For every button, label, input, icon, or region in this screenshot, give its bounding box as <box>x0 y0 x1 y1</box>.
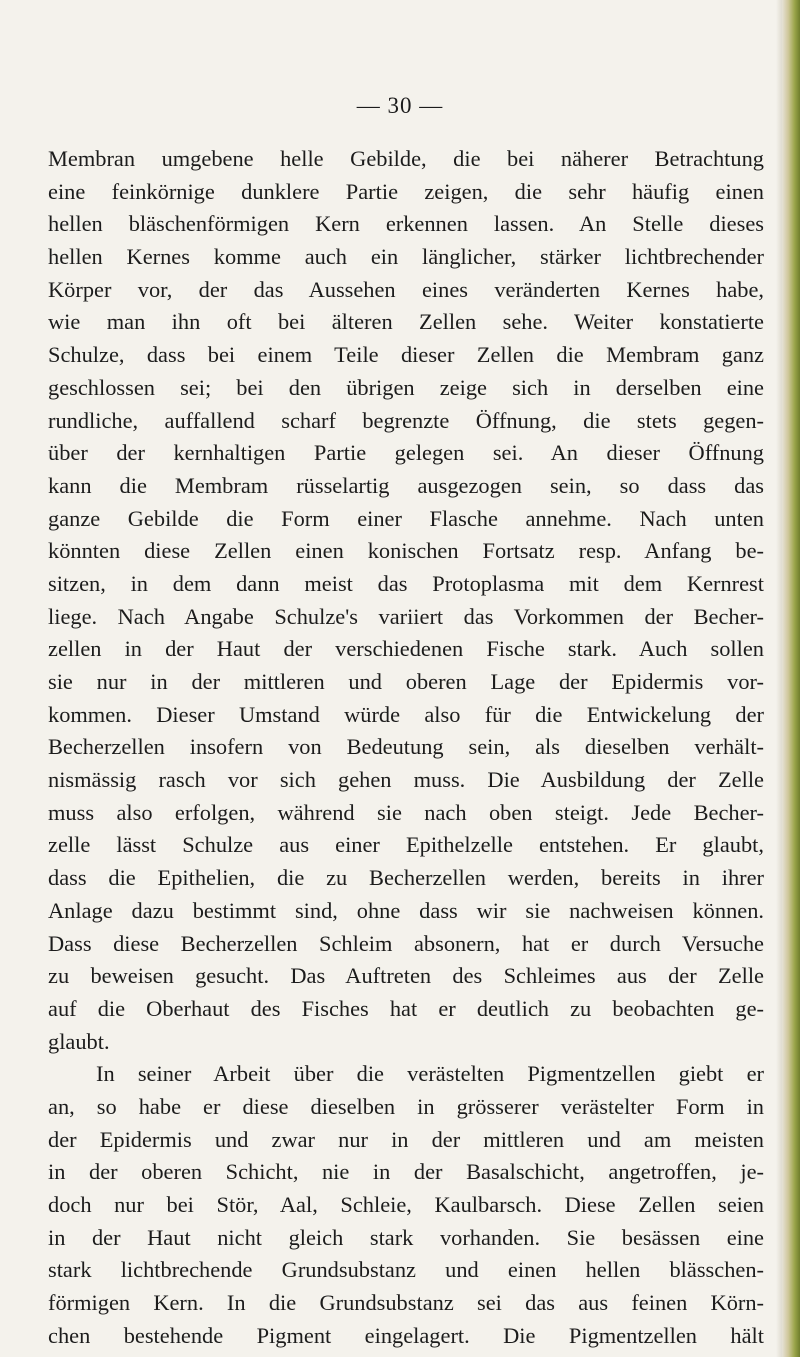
text-line: Anlage dazu bestimmt sind, ohne dass wir sie nachweisen können. <box>48 897 764 923</box>
text-line: hellen bläschenförmigen Kern erkennen lassen. An Stelle dieses <box>48 211 764 237</box>
text-line: sie nur in der mittleren und oberen Lage der Epidermis vor- <box>48 669 764 694</box>
text-line: dass die Epithelien, die zu Becherzellen werden, bereits in ihrer <box>48 865 764 891</box>
text-line: stark lichtbrechende Grundsubstanz und einen hellen blässchen- <box>48 1257 764 1283</box>
book-page-edge <box>782 0 800 1357</box>
text-line: Membran umgebene helle Gebilde, die bei näherer Betrachtung <box>48 146 764 171</box>
text-line: zu beweisen gesucht. Das Auftreten des Schleimes aus der Zelle <box>48 963 764 989</box>
text-line: an, so habe er diese dieselben in grösserer verästelter Form in <box>48 1093 764 1119</box>
text-line: rundliche, auffallend scharf begrenzte Öffnung, die stets gegen- <box>48 407 764 433</box>
body-text <box>48 143 764 1352</box>
text-line: Schulze, dass bei einem Teile dieser Zellen die Membram ganz <box>48 342 764 368</box>
text-line: in der oberen Schicht, nie in der Basalschicht, angetroffen, je- <box>48 1159 764 1185</box>
text-line: chen bestehende Pigment eingelagert. Die Pigmentzellen hält <box>48 1322 764 1348</box>
text-line: Dass diese Becherzellen Schleim absonern, hat er durch Versuche <box>48 930 764 956</box>
text-line: zellen in der Haut der verschiedenen Fische stark. Auch sollen <box>48 636 764 662</box>
text-line: kommen. Dieser Umstand würde also für die Entwickelung der <box>48 701 764 727</box>
text-line: nismässig rasch vor sich gehen muss. Die Ausbildung der Zelle <box>48 767 764 793</box>
text-line: förmigen Kern. In die Grundsubstanz sei das aus feinen Körn- <box>48 1290 764 1316</box>
text-line: hellen Kernes komme auch ein länglicher, stärker lichtbrechender <box>48 244 764 270</box>
text-line: auf die Oberhaut des Fisches hat er deutlich zu beobachten ge- <box>48 995 764 1021</box>
text-line: muss also erfolgen, während sie nach oben steigt. Jede Becher- <box>48 799 764 825</box>
text-line: kann die Membram rüsselartig ausgezogen sein, so dass das <box>48 472 764 498</box>
text-line: In seiner Arbeit über die verästelten Pigmentzellen giebt er <box>96 1061 764 1087</box>
text-line: wie man ihn oft bei älteren Zellen sehe. Weiter konstatierte <box>48 309 764 335</box>
text-line: ganze Gebilde die Form einer Flasche annehme. Nach unten <box>48 505 764 531</box>
paragraph <box>48 143 764 1058</box>
text-line: eine feinkörnige dunklere Partie zeigen, die sehr häufig einen <box>48 178 764 204</box>
text-line: der Epidermis und zwar nur in der mittleren und am meisten <box>48 1126 764 1152</box>
paragraph <box>48 1058 764 1352</box>
page-number: — 30 — <box>356 93 444 118</box>
text-line: doch nur bei Stör, Aal, Schleie, Kaulbarsch. Diese Zellen seien <box>48 1192 764 1217</box>
text-line: glaubt. <box>48 1028 110 1054</box>
text-line: Becherzellen insofern von Bedeutung sein, als dieselben verhält- <box>48 734 764 760</box>
text-line: könnten diese Zellen einen konischen Fortsatz resp. Anfang be- <box>48 538 764 564</box>
text-line: liege. Nach Angabe Schulze's variiert das Vorkommen der Becher- <box>48 603 764 629</box>
text-line: sitzen, in dem dann meist das Protoplasma mit dem Kernrest <box>48 570 764 596</box>
text-line: zelle lässt Schulze aus einer Epithelzelle entstehen. Er glaubt, <box>48 832 764 858</box>
text-line: Körper vor, der das Aussehen eines veränderten Kernes habe, <box>48 276 764 302</box>
text-line: geschlossen sei; bei den übrigen zeige sich in derselben eine <box>48 374 764 400</box>
text-line: in der Haut nicht gleich stark vorhanden. Sie besässen eine <box>48 1224 764 1250</box>
text-line: über der kernhaltigen Partie gelegen sei. An dieser Öffnung <box>48 440 764 466</box>
